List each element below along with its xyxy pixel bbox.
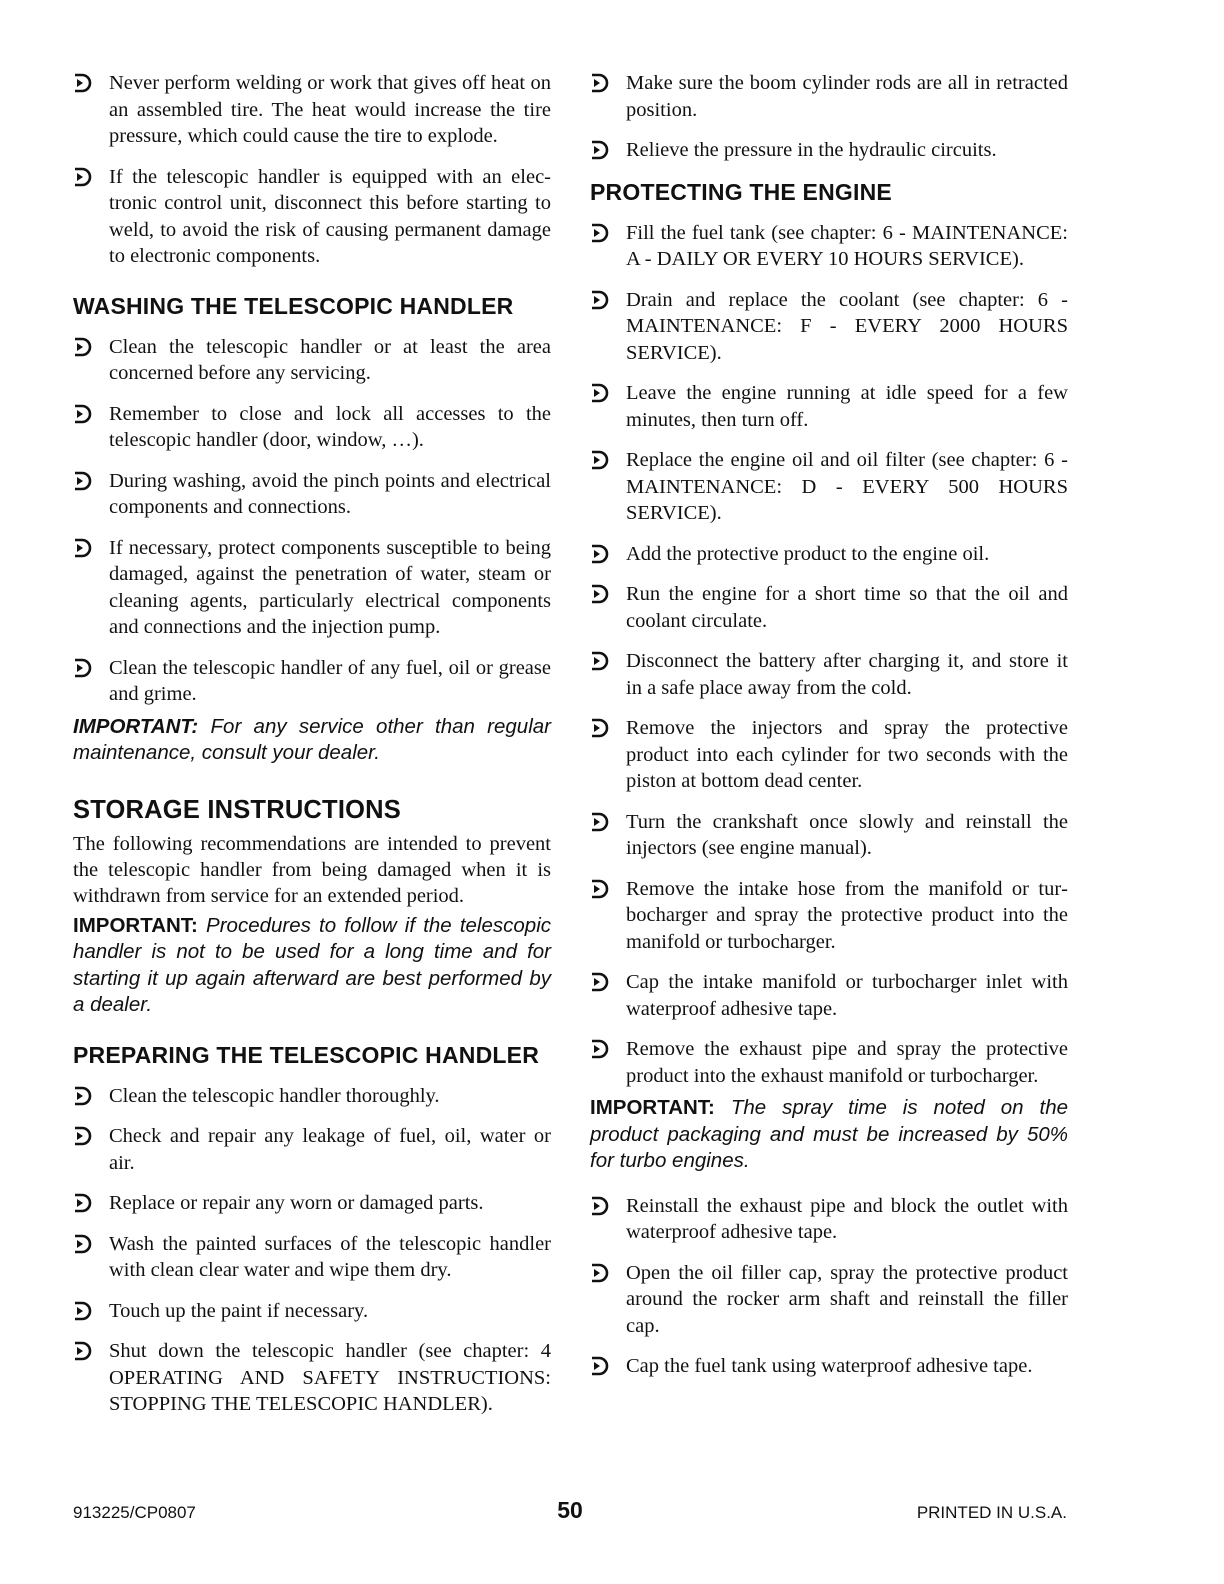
arrow-bullet-icon	[590, 383, 612, 403]
arrow-bullet-icon	[590, 584, 612, 604]
list-item: If necessary, protect components susceptible to being damaged, against the penetration of water, steam or cleaning agents, particularly electrical components and connections and the injection pump.	[73, 535, 551, 641]
left-column	[73, 70, 551, 1432]
important-note	[73, 714, 551, 767]
arrow-bullet-icon	[590, 1263, 612, 1283]
arrow-bullet-icon	[73, 1126, 95, 1146]
list-item: Remember to close and lock all accesses to the telescopic handler (door, window, …).	[73, 401, 551, 454]
arrow-bullet-icon	[73, 1341, 95, 1361]
important-text: For any service other than regular maintenance, consult your dealer.	[73, 714, 551, 764]
arrow-bullet-icon	[590, 1196, 612, 1216]
arrow-bullet-icon	[73, 538, 95, 558]
list-item: Disconnect the battery after charging it, and store it in a safe place away from the cold.	[590, 648, 1068, 701]
important-text: The spray time is noted on the product packaging and must be increased by 50% for turbo engines.	[590, 1096, 1068, 1172]
arrow-bullet-icon	[73, 471, 95, 491]
page-number: 50	[557, 1497, 583, 1523]
list-item: Make sure the boom cylinder rods are all in retracted position.	[590, 70, 1068, 123]
printed-notice: PRINTED IN U.S.A.	[916, 1503, 1067, 1522]
arrow-bullet-icon	[590, 972, 612, 992]
list-item: Relieve the pressure in the hydraulic circuits.	[590, 137, 1068, 164]
list-item: Add the protective product to the engine oil.	[590, 541, 1068, 568]
important-label: IMPORTANT:	[590, 1096, 715, 1119]
engine-heading: PROTECTING THE ENGINE	[590, 178, 892, 205]
list-item: Turn the crankshaft once slowly and reinstall the injectors (see engine manual).	[590, 809, 1068, 862]
storage-intro: The following recommendations are intended to prevent the telescopic handler from being damaged when it is withdrawn from service for an extended period.	[73, 832, 551, 907]
list-item: Remove the intake hose from the manifold or turbocharger and spray the protective product into the manifold or turbocharger.	[590, 876, 1068, 956]
arrow-bullet-icon	[73, 337, 95, 357]
list-item: Fill the fuel tank (see chapter: 6 - MAINTENANCE: A - DAILY OR EVERY 10 HOURS SERVICE).	[590, 220, 1068, 273]
list-item: Check and repair any leakage of fuel, oil, water or air.	[73, 1123, 551, 1176]
list-item: Reinstall the exhaust pipe and block the outlet with waterproof adhesive tape.	[590, 1193, 1068, 1246]
arrow-bullet-icon	[73, 1234, 95, 1254]
list-item: Clean the telescopic handler of any fuel, oil or grease and grime.	[73, 655, 551, 708]
arrow-bullet-icon	[590, 718, 612, 738]
arrow-bullet-icon	[590, 879, 612, 899]
important-label: IMPORTANT:	[73, 714, 199, 738]
arrow-bullet-icon	[590, 651, 612, 671]
list-item: Cap the fuel tank using waterproof adhesive tape.	[590, 1353, 1068, 1380]
arrow-bullet-icon	[590, 544, 612, 564]
list-item: Replace the engine oil and oil filter (see chapter: 6 - MAINTENANCE: D - EVERY 500 HOURS SERVICE).	[590, 447, 1068, 527]
arrow-bullet-icon	[590, 450, 612, 470]
arrow-bullet-icon	[73, 1301, 95, 1321]
list-item: Remove the exhaust pipe and spray the protective product into the exhaust manifold or turbocharger.	[590, 1036, 1068, 1089]
list-item: Drain and replace the coolant (see chapter: 6 - MAINTENANCE: F - EVERY 2000 HOURS SERVICE).	[590, 287, 1068, 367]
arrow-bullet-icon	[73, 1193, 95, 1213]
arrow-bullet-icon	[590, 1039, 612, 1059]
list-item: Open the oil filler cap, spray the protective product around the rocker arm shaft and reinstall the filler cap.	[590, 1260, 1068, 1340]
list-item: Clean the telescopic handler thoroughly.	[73, 1083, 551, 1110]
arrow-bullet-icon	[590, 812, 612, 832]
list-item: Replace or repair any worn or damaged parts.	[73, 1190, 551, 1217]
important-note	[73, 913, 551, 1019]
list-item: Shut down the telescopic handler (see chapter: 4 OPERATING AND SAFETY INSTRUCTIONS: STOPPING THE TELESCOPIC HANDLER).	[73, 1338, 551, 1418]
right-column	[590, 70, 1068, 1394]
list-item: Remove the injectors and spray the protective product into each cylinder for two seconds with the piston at bottom dead center.	[590, 715, 1068, 795]
important-label: IMPORTANT:	[73, 913, 198, 937]
arrow-bullet-icon	[73, 658, 95, 678]
arrow-bullet-icon	[73, 73, 95, 93]
arrow-bullet-icon	[73, 404, 95, 424]
washing-heading: WASHING THE TELESCOPIC HANDLER	[73, 292, 514, 319]
document-number: 913225/CP0807	[73, 1503, 196, 1522]
page-footer	[73, 1497, 1067, 1527]
arrow-bullet-icon	[73, 1086, 95, 1106]
arrow-bullet-icon	[73, 167, 95, 187]
arrow-bullet-icon	[590, 223, 612, 243]
list-item: Leave the engine running at idle speed for a few minutes, then turn off.	[590, 380, 1068, 433]
list-item: Run the engine for a short time so that the oil and coolant circulate.	[590, 581, 1068, 634]
important-note	[590, 1095, 1068, 1175]
important-text: Procedures to follow if the telescopic handler is not to be used for a long time and for starting it up again afterward are best performed by a dealer.	[73, 913, 551, 1016]
arrow-bullet-icon	[590, 290, 612, 310]
list-item: Never perform welding or work that gives off heat on an assembled tire. The heat would increase the tire pressure, which could cause the tire to explode.	[73, 70, 551, 150]
list-item: Cap the intake manifold or turbocharger inlet with waterproof adhesive tape.	[590, 969, 1068, 1022]
list-item: Touch up the paint if necessary.	[73, 1298, 551, 1325]
preparing-heading: PREPARING THE TELESCOPIC HANDLER	[73, 1041, 540, 1068]
arrow-bullet-icon	[590, 73, 612, 93]
list-item: During washing, avoid the pinch points and electrical components and connections.	[73, 468, 551, 521]
arrow-bullet-icon	[590, 1356, 612, 1376]
list-item: Wash the painted surfaces of the telescopic handler with clean clear water and wipe them dry.	[73, 1231, 551, 1284]
storage-heading: STORAGE INSTRUCTIONS	[73, 795, 401, 824]
list-item: Clean the telescopic handler or at least the area concerned before any servicing.	[73, 334, 551, 387]
arrow-bullet-icon	[590, 140, 612, 160]
list-item: If the telescopic handler is equipped with an electronic control unit, disconnect this before starting to weld, to avoid the risk of causing permanent damage to electronic components.	[73, 164, 551, 270]
